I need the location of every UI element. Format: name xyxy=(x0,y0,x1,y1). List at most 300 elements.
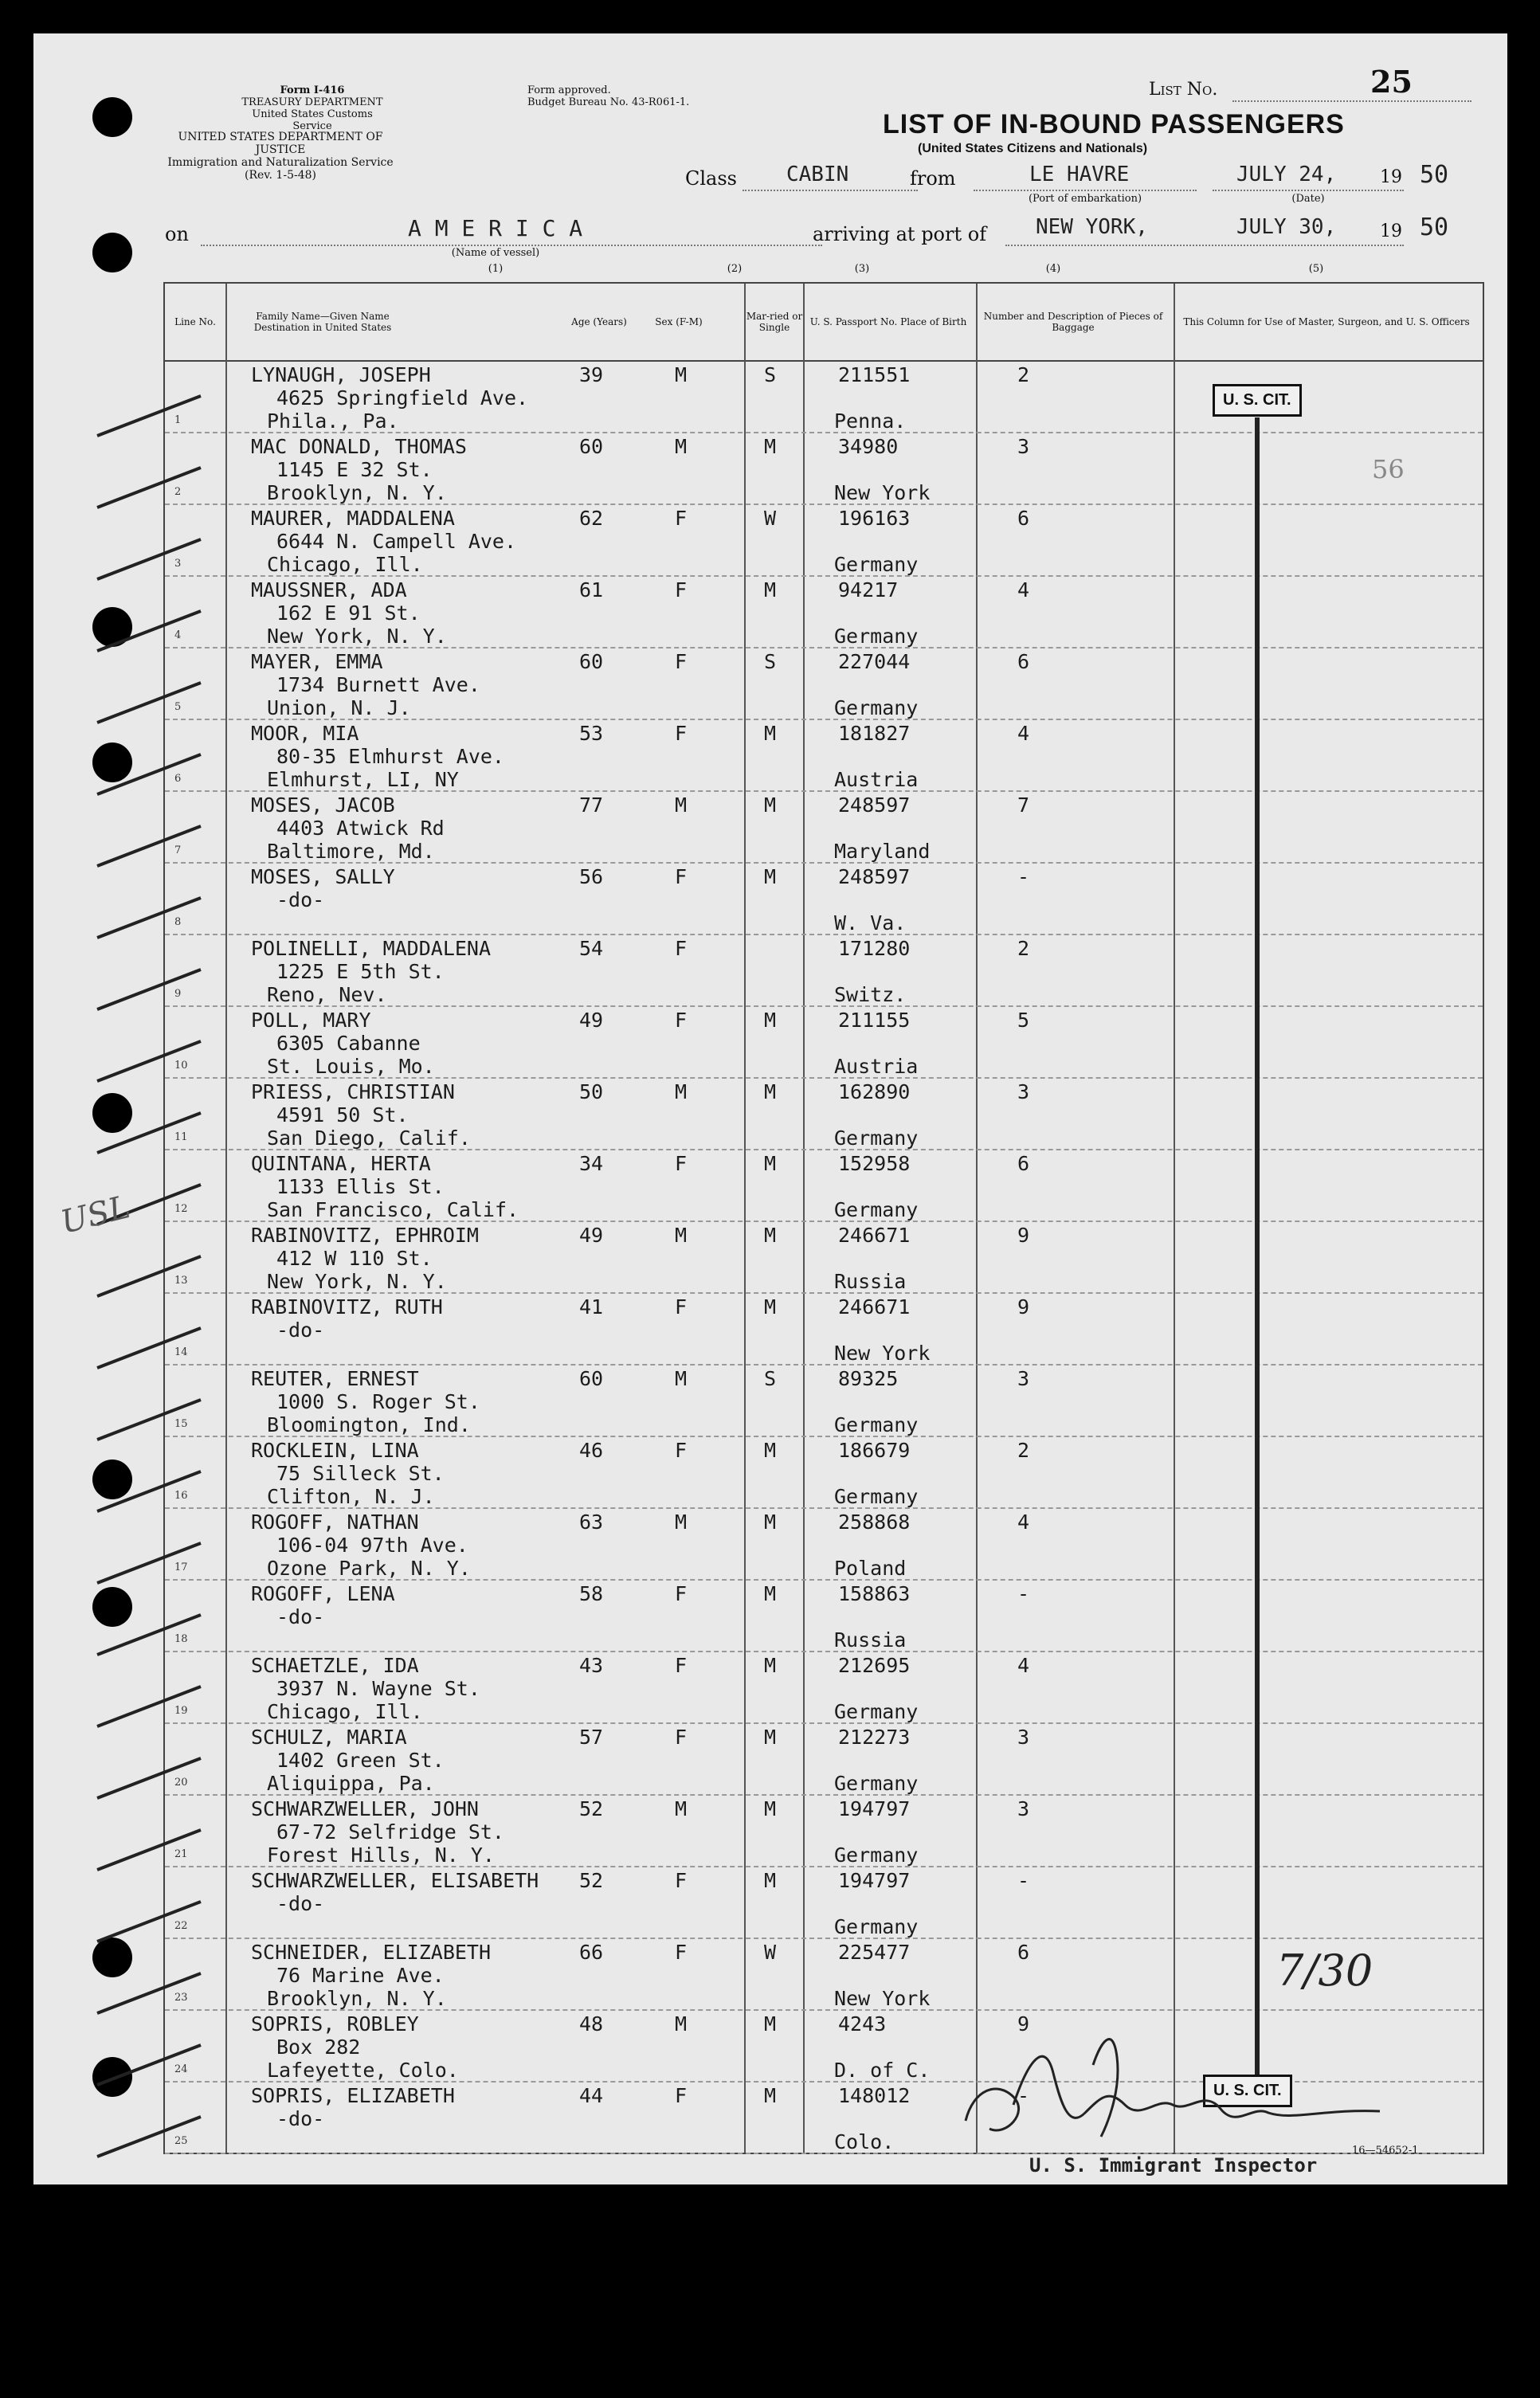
address-line-1: 1145 E 32 St. xyxy=(276,458,433,481)
address-line-1: 1225 E 5th St. xyxy=(276,960,445,983)
ins-label: Immigration and Naturalization Service xyxy=(167,156,394,169)
passenger-name: SOPRIS, ELIZABETH xyxy=(251,2084,455,2107)
marital-status: W xyxy=(764,507,777,530)
sex-value: F xyxy=(675,1295,688,1319)
arrival-line xyxy=(1005,245,1404,246)
address-line-2: Forest Hills, N. Y. xyxy=(267,1844,495,1867)
birth-place: Austria xyxy=(834,1055,919,1078)
table-row xyxy=(165,1507,1483,1581)
passenger-name: POLINELLI, MADDALENA xyxy=(251,937,492,960)
marital-status: M xyxy=(764,578,777,601)
address-line-2: St. Louis, Mo. xyxy=(267,1055,435,1078)
passport-number: 162890 xyxy=(838,1080,911,1103)
table-row xyxy=(165,862,1483,935)
age-value: 46 xyxy=(579,1439,604,1462)
passport-number: 4243 xyxy=(838,2012,887,2036)
address-line-1: 75 Silleck St. xyxy=(276,1462,445,1485)
baggage-count: - xyxy=(1017,1869,1030,1892)
from-label: from xyxy=(910,167,956,190)
passport-number: 94217 xyxy=(838,578,899,601)
header-married: Mar-ried or Single xyxy=(746,311,803,333)
line-number: 11 xyxy=(174,1131,188,1143)
margin-note: USL xyxy=(57,1189,134,1241)
table-row xyxy=(165,1579,1483,1652)
line-number: 20 xyxy=(174,1777,188,1789)
marital-status: W xyxy=(764,1941,777,1964)
baggage-count: 7 xyxy=(1017,793,1030,817)
line-number: 10 xyxy=(174,1060,188,1072)
passenger-name: SCHAETZLE, IDA xyxy=(251,1654,419,1677)
col4-number: (4) xyxy=(1045,263,1061,275)
age-value: 61 xyxy=(579,578,604,601)
on-label: on xyxy=(165,223,189,245)
address-line-1: -do- xyxy=(276,888,325,911)
sex-value: M xyxy=(675,1367,688,1390)
sex-value: M xyxy=(675,1080,688,1103)
sex-value: F xyxy=(675,650,688,673)
passenger-name: SOPRIS, ROBLEY xyxy=(251,2012,419,2036)
baggage-count: 9 xyxy=(1017,1295,1030,1319)
birth-place: Germany xyxy=(834,1127,919,1150)
passport-number: 186679 xyxy=(838,1439,911,1462)
line-number: 4 xyxy=(174,629,182,641)
sex-value: M xyxy=(675,793,688,817)
address-line-1: -do- xyxy=(276,1319,325,1342)
table-header xyxy=(165,284,1483,362)
age-value: 60 xyxy=(579,650,604,673)
customs-label: United States Customs Service xyxy=(252,108,373,132)
birth-place: Germany xyxy=(834,625,919,648)
address-line-1: 6644 N. Campell Ave. xyxy=(276,530,517,553)
marital-status: S xyxy=(764,1367,777,1390)
passenger-name: ROCKLEIN, LINA xyxy=(251,1439,419,1462)
passport-number: 212273 xyxy=(838,1726,911,1749)
passenger-name: MOSES, JACOB xyxy=(251,793,395,817)
age-value: 53 xyxy=(579,722,604,745)
baggage-count: 6 xyxy=(1017,650,1030,673)
passport-number: 152958 xyxy=(838,1152,911,1175)
table-row xyxy=(165,719,1483,792)
birth-place: Germany xyxy=(834,553,919,576)
age-value: 58 xyxy=(579,1582,604,1605)
age-value: 66 xyxy=(579,1941,604,1964)
sex-value: M xyxy=(675,2012,688,2036)
marital-status: M xyxy=(764,2084,777,2107)
address-line-1: 412 W 110 St. xyxy=(276,1247,433,1270)
birth-place: Germany xyxy=(834,1844,919,1867)
marital-status: M xyxy=(764,1582,777,1605)
passenger-name: ROGOFF, NATHAN xyxy=(251,1511,419,1534)
sex-value: F xyxy=(675,2084,688,2107)
inspector-label: U. S. Immigrant Inspector xyxy=(1029,2154,1318,2177)
baggage-count: 3 xyxy=(1017,1080,1030,1103)
age-value: 49 xyxy=(579,1009,604,1032)
passport-number: 248597 xyxy=(838,793,911,817)
passport-number: 212695 xyxy=(838,1654,911,1677)
sex-value: F xyxy=(675,1439,688,1462)
date2-value: JULY 30, xyxy=(1236,215,1337,239)
address-line-1: 76 Marine Ave. xyxy=(276,1964,445,1987)
address-line-1: 1734 Burnett Ave. xyxy=(276,673,480,696)
citizen-ditto-line xyxy=(1255,417,1260,2098)
address-line-2: Phila., Pa. xyxy=(267,409,399,433)
birth-place: Russia xyxy=(834,1270,907,1293)
vessel-value: A M E R I C A xyxy=(408,215,583,241)
age-value: 44 xyxy=(579,2084,604,2107)
rev-label: (Rev. 1-5-48) xyxy=(245,169,316,182)
marital-status: M xyxy=(764,865,777,888)
sex-value: F xyxy=(675,1726,688,1749)
line-number: 25 xyxy=(174,2135,188,2147)
citizen-stamp-top: U. S. CIT. xyxy=(1213,384,1302,417)
address-line-2: New York, N. Y. xyxy=(267,625,447,648)
line-number: 8 xyxy=(174,916,182,928)
table-row xyxy=(165,432,1483,505)
table-row xyxy=(165,790,1483,864)
port-value: LE HAVRE xyxy=(1029,163,1130,186)
year2-value: 50 xyxy=(1420,214,1449,241)
age-value: 34 xyxy=(579,1152,604,1175)
age-value: 43 xyxy=(579,1654,604,1677)
passport-number: 246671 xyxy=(838,1224,911,1247)
passport-number: 34980 xyxy=(838,435,899,458)
age-value: 60 xyxy=(579,435,604,458)
table-row xyxy=(165,1364,1483,1437)
marital-status: M xyxy=(764,2012,777,2036)
address-line-1: 1000 S. Roger St. xyxy=(276,1390,480,1413)
address-line-1: Box 282 xyxy=(276,2036,361,2059)
line-number: 12 xyxy=(174,1203,188,1215)
address-line-1: 80-35 Elmhurst Ave. xyxy=(276,745,504,768)
baggage-count: 2 xyxy=(1017,937,1030,960)
passenger-name: SCHULZ, MARIA xyxy=(251,1726,407,1749)
treasury-label: TREASURY DEPARTMENT xyxy=(241,96,383,108)
address-line-2: Elmhurst, LI, NY xyxy=(267,768,459,791)
age-value: 77 xyxy=(579,793,604,817)
marital-status: M xyxy=(764,1654,777,1677)
passenger-name: RABINOVITZ, EPHROIM xyxy=(251,1224,479,1247)
passport-number: 158863 xyxy=(838,1582,911,1605)
arriving-label: arriving at port of xyxy=(813,223,987,245)
age-value: 52 xyxy=(579,1797,604,1820)
list-no-label: List No. xyxy=(1149,80,1218,100)
table-row xyxy=(165,1794,1483,1867)
baggage-count: 2 xyxy=(1017,363,1030,386)
baggage-count: - xyxy=(1017,2084,1030,2107)
table-row xyxy=(165,575,1483,648)
passport-number: 89325 xyxy=(838,1367,899,1390)
passport-number: 258868 xyxy=(838,1511,911,1534)
baggage-count: 4 xyxy=(1017,1511,1030,1534)
passenger-name: MOSES, SALLY xyxy=(251,865,395,888)
sex-value: F xyxy=(675,1941,688,1964)
header-name: Family Name—Given Name Destination in United States xyxy=(253,311,392,333)
col3-number: (3) xyxy=(854,263,870,275)
year1-value: 50 xyxy=(1420,161,1449,189)
birth-place: New York xyxy=(834,1342,931,1365)
address-line-2: Brooklyn, N. Y. xyxy=(267,481,447,504)
marital-status: S xyxy=(764,363,777,386)
baggage-count: 5 xyxy=(1017,1009,1030,1032)
birth-place: Poland xyxy=(834,1557,907,1580)
line-number: 17 xyxy=(174,1561,188,1573)
baggage-count: - xyxy=(1017,1582,1030,1605)
address-line-2: Clifton, N. J. xyxy=(267,1485,435,1508)
passenger-name: RABINOVITZ, RUTH xyxy=(251,1295,443,1319)
address-line-2: Ozone Park, N. Y. xyxy=(267,1557,471,1580)
punch-hole xyxy=(92,233,132,272)
table-row xyxy=(165,1436,1483,1509)
age-value: 39 xyxy=(579,363,604,386)
table-row xyxy=(165,1292,1483,1366)
birth-place: Germany xyxy=(834,1700,919,1723)
age-value: 56 xyxy=(579,865,604,888)
class-line xyxy=(743,190,918,191)
address-line-2: Lafeyette, Colo. xyxy=(267,2059,459,2082)
birth-place: Switz. xyxy=(834,983,907,1006)
date-caption: (Date) xyxy=(1291,193,1325,205)
header-passport: U. S. Passport No. Place of Birth xyxy=(809,316,967,327)
baggage-count: 6 xyxy=(1017,1152,1030,1175)
list-no-line xyxy=(1232,100,1471,102)
approval-label: Form approved. xyxy=(527,84,611,96)
date-line xyxy=(1213,190,1404,191)
age-value: 57 xyxy=(579,1726,604,1749)
sex-value: F xyxy=(675,1152,688,1175)
line-number: 13 xyxy=(174,1275,188,1287)
passport-number: 196163 xyxy=(838,507,911,530)
date1-value: JULY 24, xyxy=(1236,163,1337,186)
line-number: 23 xyxy=(174,1992,188,2004)
sex-value: F xyxy=(675,865,688,888)
address-line-1: 4625 Springfield Ave. xyxy=(276,386,529,409)
marital-status: M xyxy=(764,1869,777,1892)
passenger-name: MAYER, EMMA xyxy=(251,650,383,673)
address-line-2: San Francisco, Calif. xyxy=(267,1198,519,1221)
header-baggage: Number and Description of Pieces of Baggage xyxy=(983,311,1163,333)
line-number: 16 xyxy=(174,1490,188,1502)
table-row xyxy=(165,1651,1483,1724)
marital-status: M xyxy=(764,1009,777,1032)
passenger-name: LYNAUGH, JOSEPH xyxy=(251,363,431,386)
address-line-1: -do- xyxy=(276,1892,325,1915)
passport-number: 211155 xyxy=(838,1009,911,1032)
baggage-count: 9 xyxy=(1017,1224,1030,1247)
address-line-1: 4403 Atwick Rd xyxy=(276,817,445,840)
marital-status: M xyxy=(764,1295,777,1319)
passenger-name: MAURER, MADDALENA xyxy=(251,507,455,530)
sex-value: M xyxy=(675,1797,688,1820)
address-line-1: -do- xyxy=(276,1605,325,1628)
baggage-count: 3 xyxy=(1017,1797,1030,1820)
justice-block xyxy=(161,131,400,182)
marital-status: M xyxy=(764,1511,777,1534)
birth-place: New York xyxy=(834,1987,931,2010)
address-line-2: Reno, Nev. xyxy=(267,983,387,1006)
port-line xyxy=(974,190,1197,191)
line-number: 19 xyxy=(174,1705,188,1717)
line-number: 7 xyxy=(174,844,182,856)
check-mark xyxy=(93,2113,205,2161)
table-row xyxy=(165,1005,1483,1079)
table-row xyxy=(165,1722,1483,1796)
sex-value: F xyxy=(675,1654,688,1677)
age-value: 54 xyxy=(579,937,604,960)
birth-place: Germany xyxy=(834,1772,919,1795)
page-subtitle: (United States Citizens and Nationals) xyxy=(918,142,1148,155)
passport-number: 194797 xyxy=(838,1797,911,1820)
table-row xyxy=(165,1221,1483,1294)
birth-place: Austria xyxy=(834,768,919,791)
sex-value: F xyxy=(675,722,688,745)
list-no-value: 25 xyxy=(1370,64,1413,100)
line-number: 9 xyxy=(174,988,182,1000)
table-row xyxy=(165,504,1483,577)
address-line-1: 1402 Green St. xyxy=(276,1749,445,1772)
passenger-name: MAC DONALD, THOMAS xyxy=(251,435,467,458)
marital-status: M xyxy=(764,793,777,817)
date-note: 7/30 xyxy=(1276,1945,1373,1996)
birth-place: New York xyxy=(834,481,931,504)
marital-status: M xyxy=(764,1080,777,1103)
header-line-no: Line No. xyxy=(174,316,216,327)
address-line-2: Union, N. J. xyxy=(267,696,411,719)
passenger-name: SCHWARZWELLER, JOHN xyxy=(251,1797,479,1820)
age-value: 60 xyxy=(579,1367,604,1390)
address-line-2: Aliquippa, Pa. xyxy=(267,1772,435,1795)
baggage-count: 9 xyxy=(1017,2012,1030,2036)
table-row xyxy=(165,934,1483,1007)
side-number: 56 xyxy=(1372,454,1405,484)
sex-value: F xyxy=(675,1869,688,1892)
year2-prefix: 19 xyxy=(1380,221,1402,241)
marital-status: M xyxy=(764,1797,777,1820)
passport-number: 148012 xyxy=(838,2084,911,2107)
address-line-2: Chicago, Ill. xyxy=(267,553,423,576)
baggage-count: 4 xyxy=(1017,578,1030,601)
passport-number: 171280 xyxy=(838,937,911,960)
passenger-name: MOOR, MIA xyxy=(251,722,359,745)
address-line-1: 3937 N. Wayne St. xyxy=(276,1677,480,1700)
address-line-1: -do- xyxy=(276,2107,325,2130)
baggage-count: 6 xyxy=(1017,1941,1030,1964)
birth-place: Colo. xyxy=(834,2130,895,2153)
line-number: 15 xyxy=(174,1418,188,1430)
baggage-count: 3 xyxy=(1017,1726,1030,1749)
baggage-count: 3 xyxy=(1017,435,1030,458)
line-number: 6 xyxy=(174,773,182,785)
address-line-2: Baltimore, Md. xyxy=(267,840,435,863)
passport-number: 227044 xyxy=(838,650,911,673)
manifest-page xyxy=(33,33,1507,2184)
address-line-1: 106-04 97th Ave. xyxy=(276,1534,468,1557)
sex-value: F xyxy=(675,578,688,601)
sex-value: F xyxy=(675,1582,688,1605)
birth-place: Germany xyxy=(834,696,919,719)
age-value: 41 xyxy=(579,1295,604,1319)
birth-place: D. of C. xyxy=(834,2059,931,2082)
footer-code: 16—54652-1 xyxy=(1352,2145,1419,2157)
address-line-1: 67-72 Selfridge St. xyxy=(276,1820,504,1844)
port-caption: (Port of embarkation) xyxy=(1028,193,1142,205)
passenger-name: SCHNEIDER, ELIZABETH xyxy=(251,1941,492,1964)
passport-number: 211551 xyxy=(838,363,911,386)
sex-value: F xyxy=(675,1009,688,1032)
line-number: 18 xyxy=(174,1633,188,1645)
vessel-line xyxy=(201,245,822,246)
table-row xyxy=(165,1077,1483,1150)
address-line-1: 1133 Ellis St. xyxy=(276,1175,445,1198)
passenger-name: MAUSSNER, ADA xyxy=(251,578,407,601)
address-line-1: 162 E 91 St. xyxy=(276,601,421,625)
birth-place: Maryland xyxy=(834,840,931,863)
age-value: 63 xyxy=(579,1511,604,1534)
header-officers: This Column for Use of Master, Surgeon, and U. S. Officers xyxy=(1183,316,1470,327)
marital-status: M xyxy=(764,1224,777,1247)
baggage-count: 2 xyxy=(1017,1439,1030,1462)
age-value: 62 xyxy=(579,507,604,530)
form-dept-block xyxy=(233,84,392,132)
address-line-2: Bloomington, Ind. xyxy=(267,1413,471,1436)
address-line-1: 6305 Cabanne xyxy=(276,1032,421,1055)
marital-status: M xyxy=(764,722,777,745)
year1-prefix: 19 xyxy=(1380,167,1402,187)
line-number: 2 xyxy=(174,486,182,498)
baggage-count: 4 xyxy=(1017,722,1030,745)
marital-status: M xyxy=(764,1726,777,1749)
line-number: 24 xyxy=(174,2063,188,2075)
class-value: CABIN xyxy=(786,163,849,186)
address-line-2: San Diego, Calif. xyxy=(267,1127,471,1150)
passenger-name: ROGOFF, LENA xyxy=(251,1582,395,1605)
baggage-count: - xyxy=(1017,865,1030,888)
age-value: 52 xyxy=(579,1869,604,1892)
sex-value: F xyxy=(675,937,688,960)
line-number: 1 xyxy=(174,414,182,426)
address-line-2: New York, N. Y. xyxy=(267,1270,447,1293)
birth-place: Russia xyxy=(834,1628,907,1652)
table-row xyxy=(165,1149,1483,1222)
birth-place: Germany xyxy=(834,1413,919,1436)
address-line-2: Brooklyn, N. Y. xyxy=(267,1987,447,2010)
birth-place: W. Va. xyxy=(834,911,907,935)
table-row xyxy=(165,1866,1483,1939)
form-number: Form I-416 xyxy=(280,84,345,96)
approval-block xyxy=(527,84,719,108)
sex-value: M xyxy=(675,1511,688,1534)
inspector-signature xyxy=(950,2009,1396,2153)
line-number: 14 xyxy=(174,1346,188,1358)
arrival-port-value: NEW YORK, xyxy=(1036,215,1148,239)
age-value: 49 xyxy=(579,1224,604,1247)
col2-number: (2) xyxy=(727,263,743,275)
birth-place: Germany xyxy=(834,1485,919,1508)
age-value: 48 xyxy=(579,2012,604,2036)
passport-number: 248597 xyxy=(838,865,911,888)
passenger-name: POLL, MARY xyxy=(251,1009,371,1032)
passenger-table xyxy=(163,282,1484,2154)
marital-status: M xyxy=(764,1152,777,1175)
line-number: 5 xyxy=(174,701,182,713)
address-line-1: 4591 50 St. xyxy=(276,1103,409,1127)
line-number: 21 xyxy=(174,1848,188,1860)
marital-status: M xyxy=(764,1439,777,1462)
table-row xyxy=(165,647,1483,720)
address-line-2: Chicago, Ill. xyxy=(267,1700,423,1723)
line-number: 22 xyxy=(174,1920,188,1932)
passenger-name: REUTER, ERNEST xyxy=(251,1367,419,1390)
birth-place: Penna. xyxy=(834,409,907,433)
